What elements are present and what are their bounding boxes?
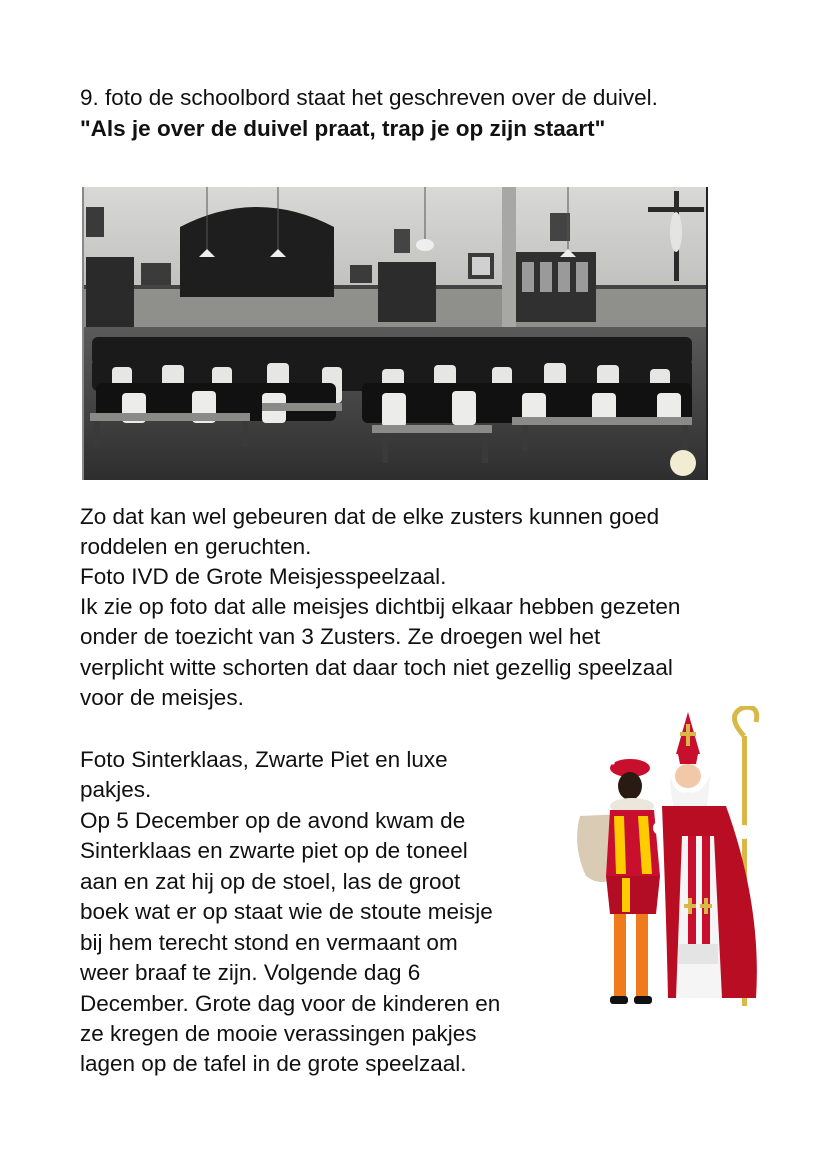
paragraph-1-line: verplicht witte schorten dat daar toch niet gezellig speelzaal xyxy=(80,655,673,680)
paragraph-1-line: voor de meisjes. xyxy=(80,685,244,710)
paragraph-2-line: boek wat er op staat wie de stoute meisje xyxy=(80,899,493,924)
paragraph-2-line: ze kregen de mooie verassingen pakjes xyxy=(80,1021,477,1046)
sinterklaas-photo xyxy=(566,706,788,1012)
paragraph-2-line: December. Grote dag voor de kinderen en xyxy=(80,991,501,1016)
paragraph-2-line: lagen op de tafel in de grote speelzaal. xyxy=(80,1051,467,1076)
paragraph-1-line: Foto IVD de Grote Meisjesspeelzaal. xyxy=(80,564,447,589)
intro-quote: "Als je over de duivel praat, trap je op zijn staart" xyxy=(80,116,606,141)
sinterklaas-figure xyxy=(662,707,757,1006)
paragraph-2-line: Sinterklaas en zwarte piet op de toneel xyxy=(80,838,468,863)
zwarte-piet-figure xyxy=(577,746,667,1004)
paragraph-2-line: bij hem terecht stond en vermaant om xyxy=(80,930,458,955)
paragraph-2-line: Foto Sinterklaas, Zwarte Piet en luxe xyxy=(80,747,448,772)
paragraph-1-line: roddelen en geruchten. xyxy=(80,534,312,559)
paragraph-2-line: Op 5 December op de avond kwam de xyxy=(80,808,466,833)
paragraph-1-line: onder de toezicht van 3 Zusters. Ze droegen wel het xyxy=(80,624,601,649)
paragraph-1-line: Zo dat kan wel gebeuren dat de elke zusters kunnen goed xyxy=(80,504,660,529)
intro-line: 9. foto de schoolbord staat het geschreven over de duivel. xyxy=(80,85,658,110)
playroom-photo xyxy=(82,187,708,480)
paragraph-1-line: Ik zie op foto dat alle meisjes dichtbij elkaar hebben gezeten xyxy=(80,594,681,619)
paragraph-2-line: aan en zat hij op de stoel, las de groot xyxy=(80,869,461,894)
paragraph-2-line: weer braaf te zijn. Volgende dag 6 xyxy=(80,960,421,985)
paragraph-2-line: pakjes. xyxy=(80,777,152,802)
